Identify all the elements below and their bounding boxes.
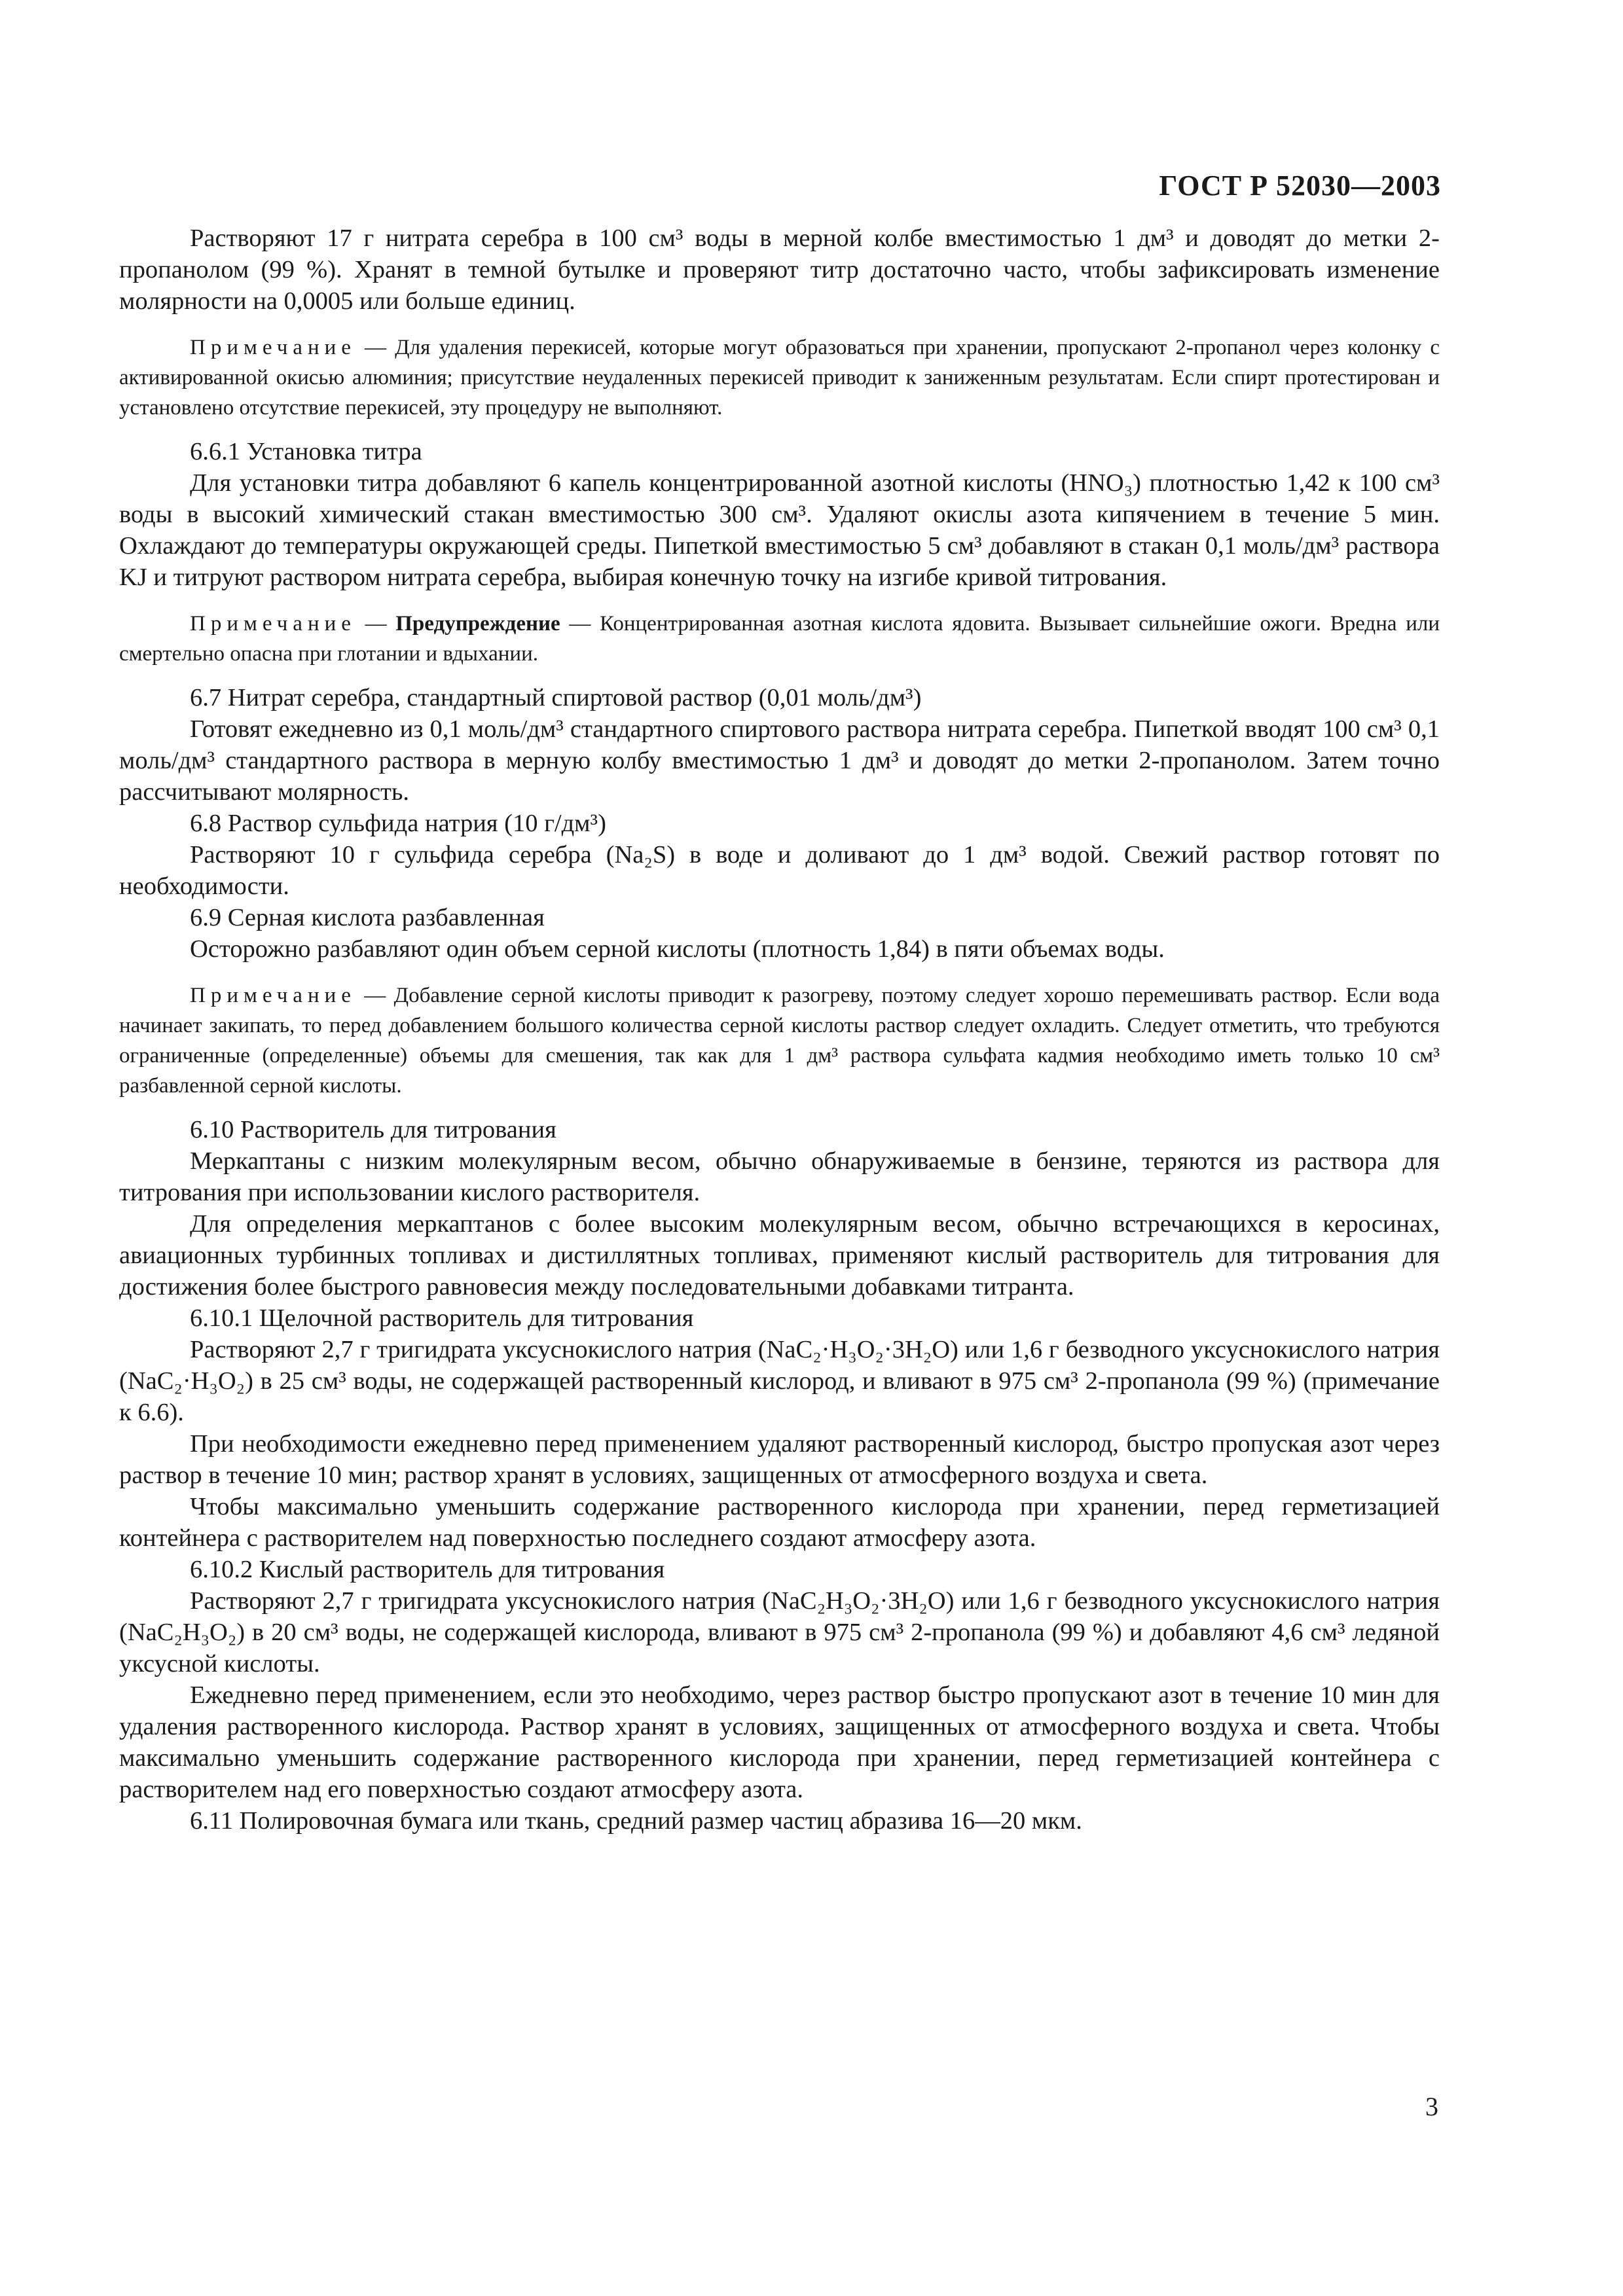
section-6-7-text: Готовят ежедневно из 0,1 моль/дм³ стандартного спиртового раствора нитрата серебра. Пипеткой вводят 100 см³ 0,1 моль/дм³ стандартного раствора в мерную колбу вместимостью 1 дм³ и доводят до метки 2-пропанолом. Затем точно рассчитывают молярность. <box>119 715 1440 806</box>
section-6-10-1-text-1: Растворяют 2,7 г тригидрата уксуснокислого натрия (NaC₂·H₃O₂·3H₂O) или 1,6 г безводного уксуснокислого натрия (NaC₂·H₃O₂) в 25 см³ воды, не содержащей растворенный кислород, и вливают в 975 см³ 2-пропанола (99 %) (примечание к 6.6). <box>119 1336 1440 1426</box>
note-label: Примечание <box>190 612 356 636</box>
section-6-6-1-title: 6.6.1 Установка титра <box>190 438 422 465</box>
section-6-10-text-2: Для определения меркаптанов с более высоким молекулярным весом, обычно встречающихся в керосинах, авиационных турбинных топливах и дистиллятных топливах, применяют кислый растворитель для титрования для достижения более быстрого равновесия между последовательными добавками титранта. <box>119 1210 1440 1300</box>
section-6-7-title: 6.7 Нитрат серебра, стандартный спиртовой раствор (0,01 моль/дм³) <box>190 684 922 711</box>
warning-label: Предупреждение <box>395 612 560 636</box>
section-6-10-text-1: Меркаптаны с низким молекулярным весом, обычно обнаруживаемые в бензине, теряются из раствора для титрования при использовании кислого растворителя. <box>119 1147 1440 1206</box>
note-text: — Концентрированная азотная кислота ядовита. Вызывает сильнейшие ожоги. Вредна или смертельно опасна при глотании и вдыхании. <box>119 612 1440 666</box>
paragraph-silver-nitrate-prep: Растворяют 17 г нитрата серебра в 100 см³ воды в мерной колбе вместимостью 1 дм³ и доводят до метки 2-пропанолом (99 %). Хранят в темной бутылке и проверяют титр достаточно часто, чтобы зафиксировать изменение молярности на 0,0005 или больше единиц. <box>119 224 1440 315</box>
note-label: Примечание <box>190 984 356 1007</box>
note-text: — Добавление серной кислоты приводит к разогреву, поэтому следует хорошо перемешивать раствор. Если вода начинает закипать, то перед добавлением большого количества серной кислоты раствор следует охладить. Следует отметить, что требуются ограниченные (определенные) объемы для смешения, так как для 1 дм³ раствора сульфата кадмия необходимо иметь только 10 см³ разбавленной серной кислоты. <box>119 984 1440 1098</box>
note-label: Примечание <box>190 336 356 359</box>
section-6-10-1-text-3: Чтобы максимально уменьшить содержание растворенного кислорода при хранении, перед герметизацией контейнера с растворителем над поверхностью последнего создают атмосферу азота. <box>119 1493 1440 1552</box>
note-text: — Для удаления перекисей, которые могут образоваться при хранении, пропускают 2-пропанол через колонку с активированной окисью алюминия; присутствие неудаленных перекисей приводит к заниженным результатам. Если спирт протестирован и установлено отсутствие перекисей, эту процедуру не выполняют. <box>119 336 1440 420</box>
note-peroxides <box>119 332 1440 423</box>
section-6-10-2-title: 6.10.2 Кислый растворитель для титрования <box>190 1556 665 1583</box>
note-sulfuric-acid <box>119 980 1440 1101</box>
section-6-10-2-text-1: Растворяют 2,7 г тригидрата уксуснокислого натрия (NaC₂H₃O₂·3H₂O) или 1,6 г безводного уксуснокислого натрия (NaC₂H₃O₂) в 20 см³ воды, не содержащей кислорода, вливают в 975 см³ 2-пропанола (99 %) и добавляют 4,6 см³ ледяной уксусной кислоты. <box>119 1587 1440 1677</box>
section-6-10-title: 6.10 Растворитель для титрования <box>190 1116 556 1143</box>
document-header: ГОСТ Р 52030—2003 <box>1159 170 1441 202</box>
section-6-10-1-title: 6.10.1 Щелочной растворитель для титрования <box>190 1304 694 1332</box>
section-6-8-title: 6.8 Раствор сульфида натрия (10 г/дм³) <box>190 810 606 837</box>
page-number: 3 <box>1425 2092 1438 2121</box>
section-6-8-text: Растворяют 10 г сульфида серебра (Na₂S) в воде и доливают до 1 дм³ водой. Свежий раствор готовят по необходимости. <box>119 841 1440 900</box>
section-6-10-2-text-2: Ежедневно перед применением, если это необходимо, через раствор быстро пропускают азот в течение 10 мин для удаления растворенного кислорода. Раствор хранят в условиях, защищенных от атмосферного воздуха и света. Чтобы максимально уменьшить содержание растворенного кислорода при хранении, перед герметизацией контейнера с растворителем над его поверхностью создают атмосферу азота. <box>119 1681 1440 1803</box>
section-6-11: 6.11 Полировочная бумага или ткань, средний размер частиц абразива 16—20 мкм. <box>190 1807 1082 1835</box>
section-6-9-text: Осторожно разбавляют один объем серной кислоты (плотность 1,84) в пяти объемах воды. <box>190 935 1165 963</box>
section-6-6-1-text: Для установки титра добавляют 6 капель концентрированной азотной кислоты (HNO₃) плотностью 1,42 к 100 см³ воды в высокий химический стакан вместимостью 300 см³. Удаляют окислы азота кипячением в течение 5 мин. Охлаждают до температуры окружающей среды. Пипеткой вместимостью 5 см³ добавляют в стакан 0,1 моль/дм³ раствора KJ и титруют раствором нитрата серебра, выбирая конечную точку на изгибе кривой титрования. <box>119 469 1440 591</box>
note-warning-nitric-acid <box>119 609 1440 669</box>
note-separator: — <box>356 612 396 636</box>
section-6-10-1-text-2: При необходимости ежедневно перед применением удаляют растворенный кислород, быстро пропуская азот через раствор в течение 10 мин; раствор хранят в условиях, защищенных от атмосферного воздуха и света. <box>119 1430 1440 1489</box>
section-6-9-title: 6.9 Серная кислота разбавленная <box>190 904 545 931</box>
document-body <box>119 223 1440 1837</box>
